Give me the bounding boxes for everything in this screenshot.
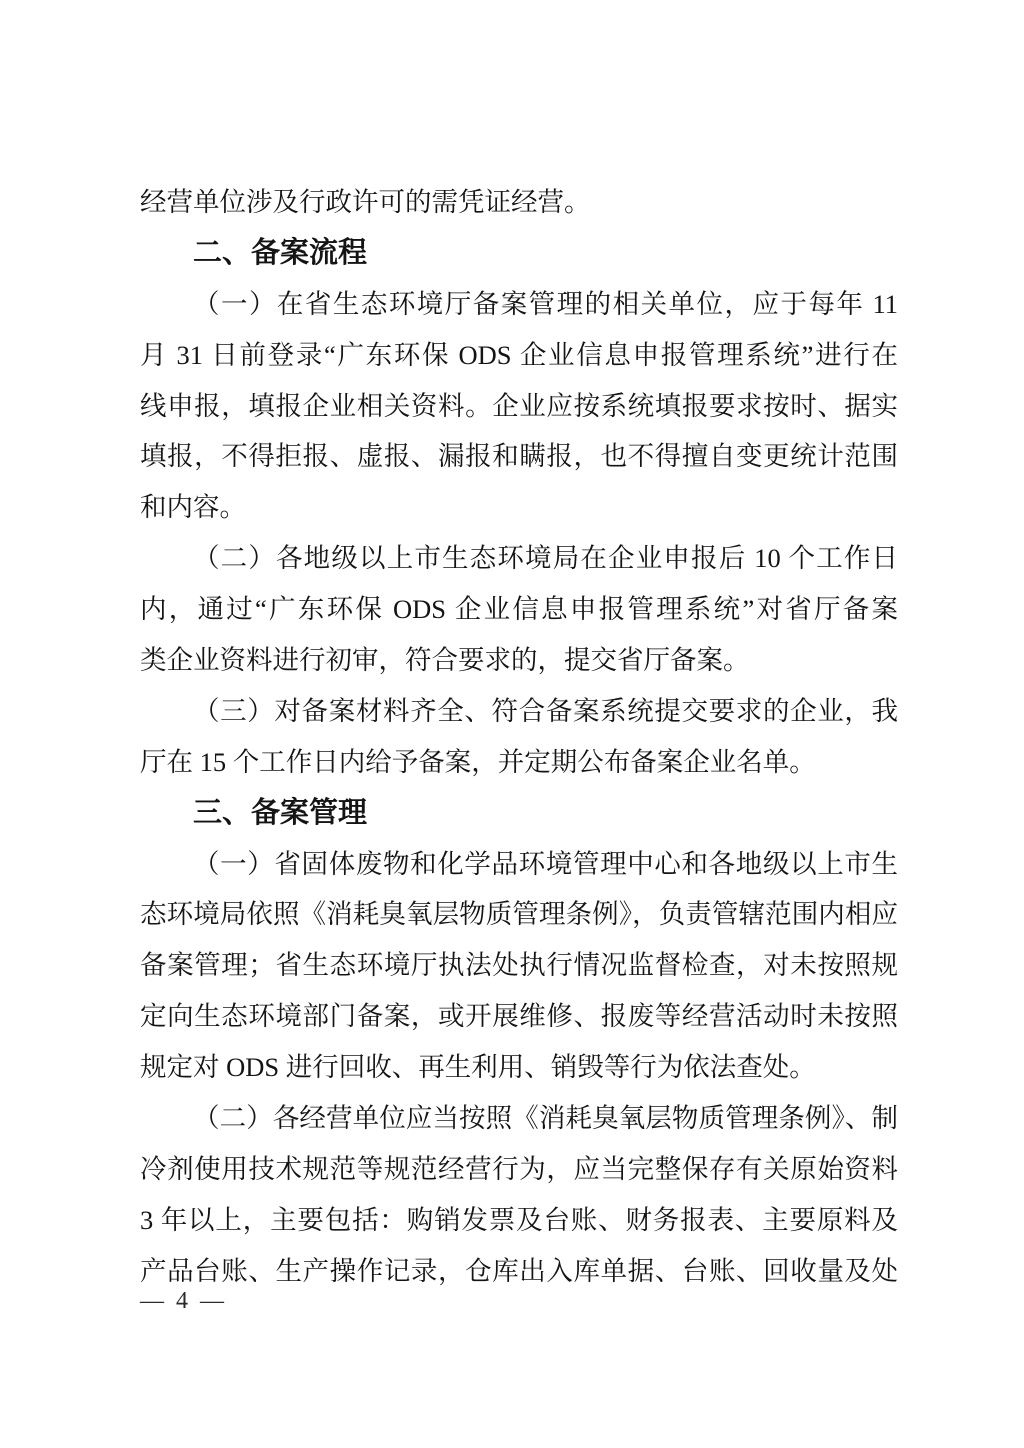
text-line: 月 31 日前登录“广东环保 ODS 企业信息申报管理系统”进行在 [140, 339, 898, 370]
section-heading: 二、备案流程 [193, 236, 368, 269]
text-line: 态环境局依照《消耗臭氧层物质管理条例》，负责管辖范围内相应 [140, 899, 898, 930]
text-line: （一）省固体废物和化学品环境管理中心和各地级以上市生 [193, 848, 898, 879]
text-line: 和内容。 [140, 492, 246, 523]
text-line: 备案管理；省生态环境厅执法处执行情况监督检查，对未按照规 [140, 950, 898, 981]
text-line: 定向生态环境部门备案，或开展维修、报废等经营活动时未按照 [140, 1001, 898, 1032]
text-line: 厅在 15 个工作日内给予备案，并定期公布备案企业名单。 [140, 746, 816, 777]
section-heading: 三、备案管理 [193, 796, 368, 829]
page-number: — 4 — [140, 1288, 224, 1314]
text-line: （一）在省生态环境厅备案管理的相关单位，应于每年 11 [193, 288, 898, 319]
document-lines [140, 177, 898, 1297]
text-line: 3 年以上，主要包括：购销发票及台账、财务报表、主要原料及 [140, 1204, 898, 1235]
text-line: 产品台账、生产操作记录，仓库出入库单据、台账、回收量及处 [140, 1255, 898, 1286]
text-line: （三）对备案材料齐全、符合备案系统提交要求的企业，我 [193, 695, 898, 726]
text-line: 线申报，填报企业相关资料。企业应按系统填报要求按时、据实 [140, 390, 898, 421]
text-line: 类企业资料进行初审，符合要求的，提交省厅备案。 [140, 645, 750, 676]
text-line: 冷剂使用技术规范等规范经营行为，应当完整保存有关原始资料 [140, 1153, 898, 1184]
text-line: （二）各经营单位应当按照《消耗臭氧层物质管理条例》、制 [193, 1103, 898, 1134]
text-line: 填报，不得拒报、虚报、漏报和瞒报，也不得擅自变更统计范围 [140, 441, 898, 472]
text-line: 规定对 ODS 进行回收、再生利用、销毁等行为依法查处。 [140, 1052, 816, 1083]
text-line: 经营单位涉及行政许可的需凭证经营。 [140, 187, 591, 217]
text-line: （二）各地级以上市生态环境局在企业申报后 10 个工作日 [193, 543, 898, 574]
text-line: 内，通过“广东环保 ODS 企业信息申报管理系统”对省厅备案 [140, 594, 898, 625]
